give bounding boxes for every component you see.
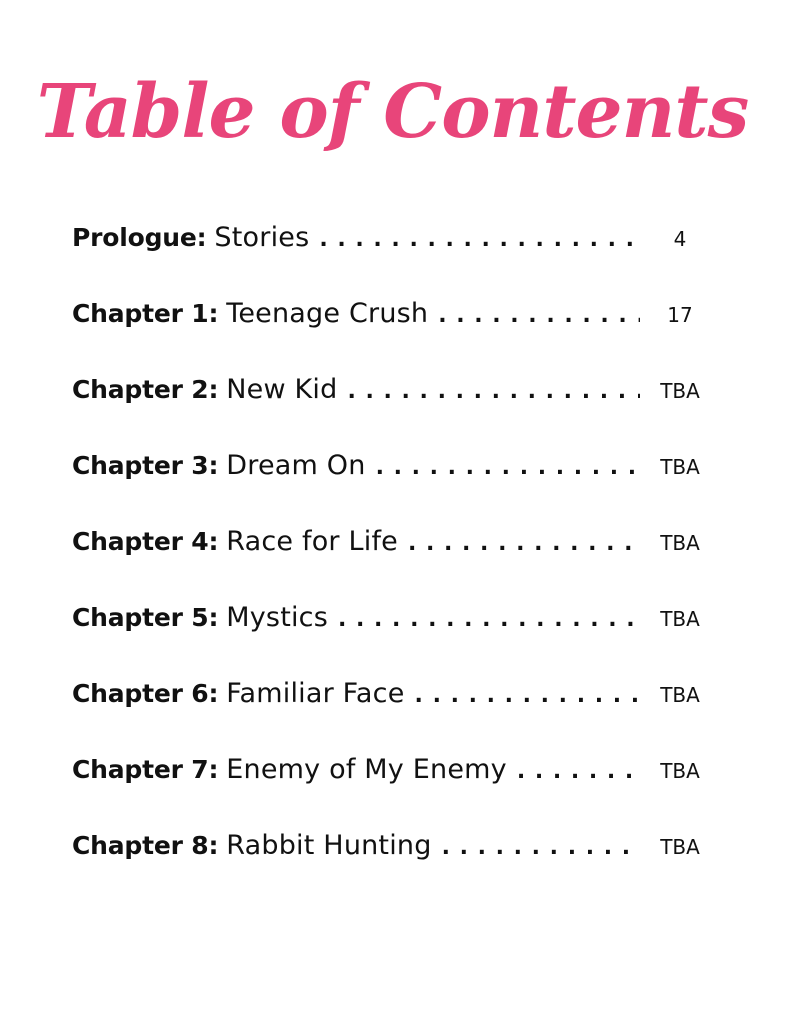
entry-page-number: TBA	[660, 835, 700, 859]
entry-title: Enemy of My Enemy	[226, 754, 507, 785]
entry-page-number: TBA	[660, 531, 700, 555]
entry-page-number: TBA	[660, 683, 700, 707]
dot-leader	[415, 683, 640, 708]
toc-entry-chapter-8	[72, 830, 712, 906]
entry-page-number: TBA	[660, 379, 700, 403]
entry-label: Chapter 4:	[72, 527, 219, 556]
entry-label: Chapter 6:	[72, 679, 219, 708]
toc-entry-chapter-2	[72, 374, 712, 450]
entry-title: Rabbit Hunting	[226, 830, 432, 861]
page-title: Table of Contents	[36, 69, 749, 155]
entry-label: Chapter 7:	[72, 755, 219, 784]
toc-entry-prologue	[72, 222, 712, 298]
entry-label: Chapter 1:	[72, 299, 219, 328]
toc-entry-chapter-4	[72, 526, 712, 602]
toc-entry-chapter-3	[72, 450, 712, 526]
dot-leader	[442, 835, 640, 860]
toc-entry-chapter-1	[72, 298, 712, 374]
entry-page-number: 17	[667, 303, 693, 327]
dot-leader	[319, 227, 640, 252]
entry-label: Prologue:	[72, 223, 207, 252]
toc-entry-chapter-5	[72, 602, 712, 678]
entry-title: Stories	[214, 222, 310, 253]
entry-title: New Kid	[226, 374, 338, 405]
dot-leader	[408, 531, 640, 556]
toc-entry-chapter-6	[72, 678, 712, 754]
dot-leader	[347, 379, 640, 404]
entry-title: Familiar Face	[226, 678, 405, 709]
entry-title: Teenage Crush	[226, 298, 429, 329]
entry-label: Chapter 5:	[72, 603, 219, 632]
entry-page-number: TBA	[660, 455, 700, 479]
entry-label: Chapter 2:	[72, 375, 219, 404]
entry-page-number: TBA	[660, 759, 700, 783]
entry-label: Chapter 3:	[72, 451, 219, 480]
dot-leader	[438, 303, 640, 328]
entry-title: Mystics	[226, 602, 328, 633]
dot-leader	[376, 455, 640, 480]
entry-page-number: 4	[673, 227, 687, 251]
entry-label: Chapter 8:	[72, 831, 219, 860]
toc-entry-chapter-7	[72, 754, 712, 830]
dot-leader	[338, 607, 640, 632]
entry-title: Dream On	[226, 450, 366, 481]
entry-page-number: TBA	[660, 607, 700, 631]
entry-title: Race for Life	[226, 526, 398, 557]
dot-leader	[517, 759, 640, 784]
table-of-contents	[72, 222, 712, 906]
